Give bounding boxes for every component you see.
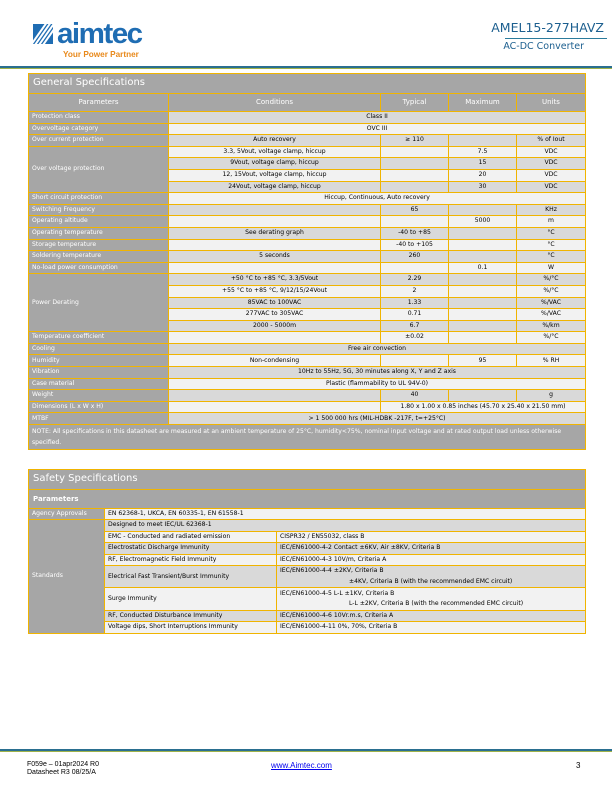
maximum <box>449 320 517 332</box>
param-name: Storage temperature <box>29 239 169 251</box>
param-value: OVC III <box>169 123 586 135</box>
condition <box>169 390 381 402</box>
maximum: 7.5 <box>449 146 517 158</box>
doc-code: F059e – 01apr2024 R0 <box>27 761 99 768</box>
datasheet-revision: Datasheet R3 08/25/A <box>27 769 96 776</box>
param-name: Overvoltage category <box>29 123 169 135</box>
maximum <box>449 251 517 263</box>
condition: 24Vout, voltage clamp, hiccup <box>169 181 381 193</box>
typical: 1.33 <box>381 297 449 309</box>
typical: 2 <box>381 285 449 297</box>
website-link[interactable]: www.Aimtec.com <box>271 761 332 770</box>
condition <box>169 216 381 228</box>
table-row <box>29 622 586 633</box>
typical <box>381 158 449 170</box>
table-row <box>29 112 586 124</box>
table-row <box>29 566 586 577</box>
param-value: 10Hz to 55Hz, 5G, 30 minutes along X, Y and Z axis <box>169 367 586 379</box>
param-name: Soldering temperature <box>29 251 169 263</box>
param-value: Class II <box>169 112 586 124</box>
logo-mark-icon <box>33 24 53 44</box>
param-value: Hiccup, Continuous, Auto recovery <box>169 193 586 205</box>
table-row <box>29 193 586 205</box>
condition <box>169 332 381 344</box>
condition: 277VAC to 305VAC <box>169 309 381 321</box>
typical: 2.29 <box>381 274 449 286</box>
standard-name: RF, Electromagnetic Field Immunity <box>105 554 277 565</box>
standard-value: IEC/EN61000-4-3 10V/m, Criteria A <box>277 554 586 565</box>
unit: %/km <box>517 320 586 332</box>
column-header: Conditions <box>169 94 381 112</box>
table-row <box>29 146 586 158</box>
condition: 85VAC to 100VAC <box>169 297 381 309</box>
maximum <box>449 204 517 216</box>
typical: 0.71 <box>381 309 449 321</box>
param-value: Plastic (flammability to UL 94V-0) <box>169 378 586 390</box>
param-name: Agency Approvals <box>29 509 105 520</box>
unit: KHz <box>517 204 586 216</box>
footer-doc-info <box>27 761 99 777</box>
typical: ≥ 110 <box>381 135 449 147</box>
table-row <box>29 509 586 520</box>
typical: -40 to +85 <box>381 227 449 239</box>
unit: %/VAC <box>517 309 586 321</box>
condition: Non-condensing <box>169 355 381 367</box>
table-row <box>29 413 586 425</box>
footer-rule-accent <box>0 751 612 752</box>
param-name: Short circuit protection <box>29 193 169 205</box>
condition: Auto recovery <box>169 135 381 147</box>
table-row <box>29 367 586 379</box>
param-name: Power Derating <box>29 274 169 332</box>
product-type: AC-DC Converter <box>503 41 584 52</box>
maximum: 15 <box>449 158 517 170</box>
column-header: Parameters <box>29 490 586 509</box>
table-row <box>29 274 586 286</box>
table-row <box>29 355 586 367</box>
condition <box>169 239 381 251</box>
param-name: Temperature coefficient <box>29 332 169 344</box>
logo-tagline: Your Power Partner <box>63 50 139 59</box>
param-name: Switching Frequency <box>29 204 169 216</box>
param-name: Operating altitude <box>29 216 169 228</box>
table-row <box>29 531 586 542</box>
unit: VDC <box>517 181 586 193</box>
column-header-row <box>29 94 586 112</box>
general-specifications-table <box>28 73 586 450</box>
section-title: General Specifications <box>29 74 586 94</box>
condition: +50 °C to +85 °C, 3.3/5Vout <box>169 274 381 286</box>
standard-value-line2: ±4KV, Criteria B (with the recommended EMC circuit) <box>277 577 586 588</box>
table-row <box>29 343 586 355</box>
table-row <box>29 135 586 147</box>
param-value: Free air convection <box>169 343 586 355</box>
condition <box>169 262 381 274</box>
condition: 12, 15Vout, voltage clamp, hiccup <box>169 169 381 181</box>
aimtec-logo <box>33 20 163 64</box>
standard-value: IEC/EN61000-4-6 10Vr.m.s, Criteria A <box>277 610 586 621</box>
table-row <box>29 216 586 228</box>
param-name: Weight <box>29 390 169 402</box>
param-name: Cooling <box>29 343 169 355</box>
standard-name: EMC - Conducted and radiated emission <box>105 531 277 542</box>
product-name: AMEL15-277HAVZ <box>491 20 604 35</box>
specifications-note: NOTE: All specifications in this datasheet are measured at an ambient temperature of 25°C, humidity<75%, nominal input voltage and at rated output load unless otherwise specified. <box>29 425 586 450</box>
standard-value: CISPR32 / EN55032, class B <box>277 531 586 542</box>
maximum <box>449 239 517 251</box>
table-row <box>29 262 586 274</box>
unit: W <box>517 262 586 274</box>
condition: See derating graph <box>169 227 381 239</box>
typical: -40 to +105 <box>381 239 449 251</box>
unit: % of Iout <box>517 135 586 147</box>
unit: % RH <box>517 355 586 367</box>
maximum: 20 <box>449 169 517 181</box>
param-value: 1.80 x 1.00 x 0.85 inches (45.70 x 25.40 x 21.50 mm) <box>381 401 586 413</box>
condition: 9Vout, voltage clamp, hiccup <box>169 158 381 170</box>
maximum <box>449 135 517 147</box>
note-row <box>29 425 586 450</box>
standard-name: RF, Conducted Disturbance Immunity <box>105 610 277 621</box>
standard-name: Electrostatic Discharge Immunity <box>105 543 277 554</box>
maximum <box>449 227 517 239</box>
unit: g <box>517 390 586 402</box>
typical <box>381 181 449 193</box>
column-header: Units <box>517 94 586 112</box>
maximum <box>449 309 517 321</box>
standard-value-line2: L-L ±2KV, Criteria B (with the recommended EMC circuit) <box>277 599 586 610</box>
maximum: 95 <box>449 355 517 367</box>
table-row <box>29 543 586 554</box>
param-name: MTBF <box>29 413 169 425</box>
param-name: Over current protection <box>29 135 169 147</box>
table-row <box>29 251 586 263</box>
table-row <box>29 204 586 216</box>
logo-wordmark: aimtec <box>57 18 142 50</box>
table-row <box>29 123 586 135</box>
maximum <box>449 390 517 402</box>
page-number: 3 <box>576 761 581 770</box>
column-header: Typical <box>381 94 449 112</box>
typical <box>381 216 449 228</box>
maximum <box>449 285 517 297</box>
table-row <box>29 401 586 413</box>
param-value: Designed to meet IEC/UL 62368-1 <box>105 520 586 531</box>
typical <box>381 355 449 367</box>
condition <box>169 204 381 216</box>
maximum: 0.1 <box>449 262 517 274</box>
unit: %/°C <box>517 274 586 286</box>
unit: °C <box>517 227 586 239</box>
unit: VDC <box>517 158 586 170</box>
standard-name: Electrical Fast Transient/Burst Immunity <box>105 566 277 588</box>
maximum <box>449 332 517 344</box>
table-row <box>29 520 586 531</box>
condition: 3.3, 5Vout, voltage clamp, hiccup <box>169 146 381 158</box>
typical: ±0.02 <box>381 332 449 344</box>
standard-name: Voltage dips, Short Interruptions Immunity <box>105 622 277 633</box>
unit: m <box>517 216 586 228</box>
param-name: Humidity <box>29 355 169 367</box>
unit: %/VAC <box>517 297 586 309</box>
param-name: Case material <box>29 378 169 390</box>
param-name: Vibration <box>29 367 169 379</box>
maximum: 30 <box>449 181 517 193</box>
param-name: Operating temperature <box>29 227 169 239</box>
typical <box>381 146 449 158</box>
table-row <box>29 378 586 390</box>
maximum <box>449 297 517 309</box>
standard-value: IEC/EN61000-4-2 Contact ±6KV, Air ±8KV, Criteria B <box>277 543 586 554</box>
maximum <box>449 274 517 286</box>
column-header: Maximum <box>449 94 517 112</box>
unit: VDC <box>517 169 586 181</box>
typical: 6.7 <box>381 320 449 332</box>
param-name: Protection class <box>29 112 169 124</box>
unit: °C <box>517 251 586 263</box>
table-row <box>29 588 586 599</box>
param-name: Over voltage protection <box>29 146 169 192</box>
table-row <box>29 610 586 621</box>
unit: °C <box>517 239 586 251</box>
table-row <box>29 554 586 565</box>
unit: %/°C <box>517 332 586 344</box>
unit: VDC <box>517 146 586 158</box>
section-title: Safety Specifications <box>29 470 586 490</box>
condition: +55 °C to +85 °C, 9/12/15/24Vout <box>169 285 381 297</box>
condition: 2000 - 5000m <box>169 320 381 332</box>
standard-value: IEC/EN61000-4-11 0%, 70%, Criteria B <box>277 622 586 633</box>
safety-specifications-table <box>28 469 586 634</box>
maximum: 5000 <box>449 216 517 228</box>
condition <box>169 401 381 413</box>
typical <box>381 262 449 274</box>
header-rule-accent <box>0 68 612 69</box>
table-row <box>29 332 586 344</box>
param-name: No-load power consumption <box>29 262 169 274</box>
condition: 5 seconds <box>169 251 381 263</box>
table-row <box>29 390 586 402</box>
standard-value: IEC/EN61000-4-4 ±2KV, Criteria B <box>277 566 586 577</box>
param-name: Standards <box>29 520 105 633</box>
column-header: Parameters <box>29 94 169 112</box>
standard-value: IEC/EN61000-4-5 L-L ±1KV, Criteria B <box>277 588 586 599</box>
table-row <box>29 227 586 239</box>
param-value: EN 62368-1, UKCA, EN 60335-1, EN 61558-1 <box>105 509 586 520</box>
table-row <box>29 239 586 251</box>
typical: 260 <box>381 251 449 263</box>
unit: %/°C <box>517 285 586 297</box>
typical: 65 <box>381 204 449 216</box>
typical <box>381 169 449 181</box>
product-underline <box>505 38 607 39</box>
param-value: > 1 500 000 hrs (MIL-HDBK -217F, t=+25°C) <box>169 413 586 425</box>
standard-name: Surge Immunity <box>105 588 277 610</box>
typical: 40 <box>381 390 449 402</box>
param-name: Dimensions (L x W x H) <box>29 401 169 413</box>
